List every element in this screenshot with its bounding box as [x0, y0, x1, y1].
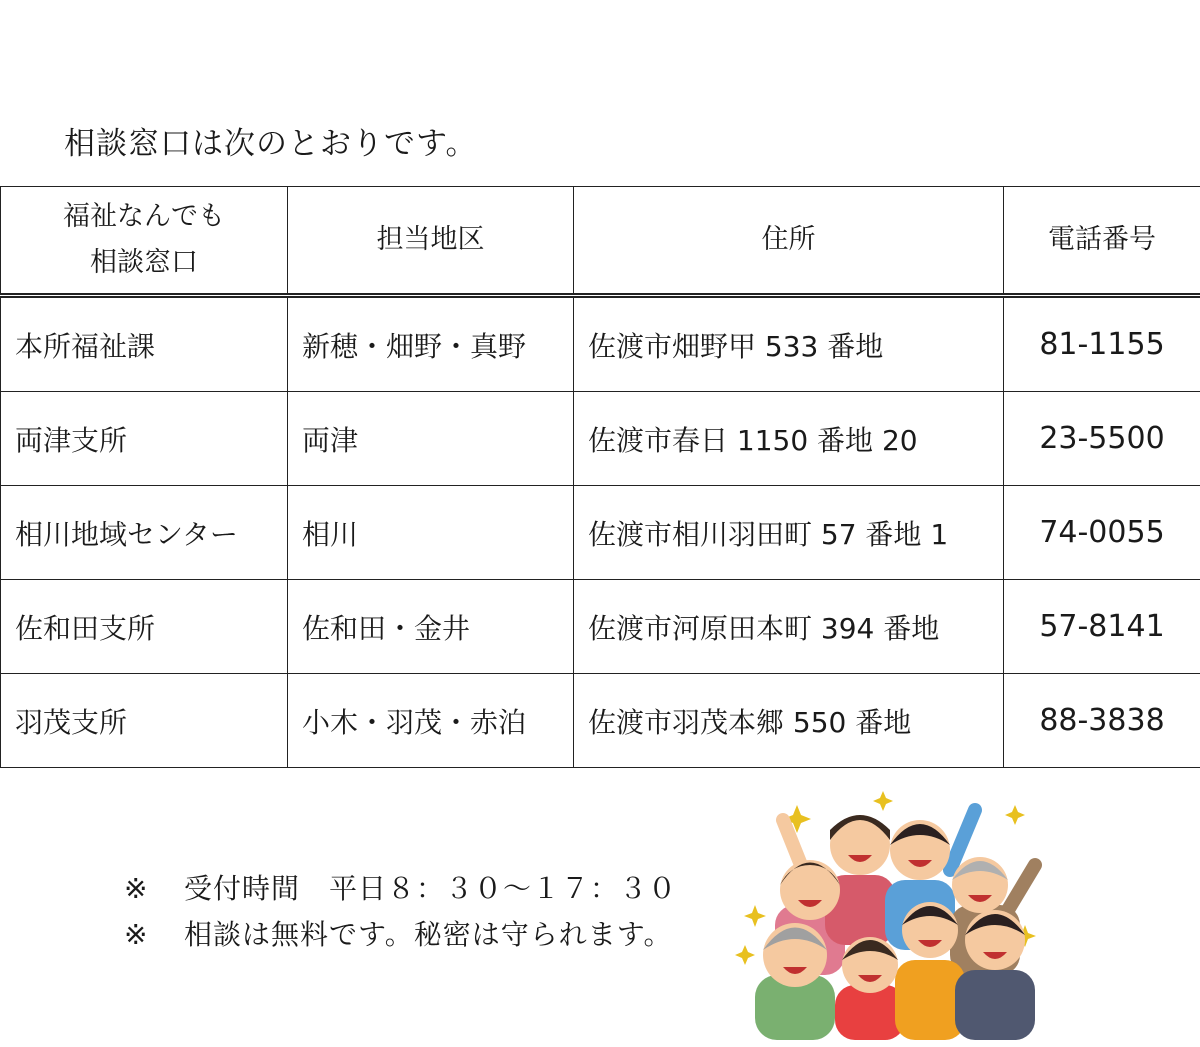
note-mark: ※ — [124, 918, 149, 951]
header-office — [1, 187, 288, 296]
table-row — [1, 580, 1200, 674]
note-free — [124, 912, 677, 958]
office-cell: 羽茂支所 — [1, 674, 288, 768]
address-cell: 佐渡市畑野甲 533 番地 — [574, 296, 1004, 392]
office-cell: 両津支所 — [1, 392, 288, 486]
area-cell: 両津 — [288, 392, 574, 486]
phone-cell: 23-5500 — [1004, 392, 1200, 486]
table-header-row — [1, 187, 1200, 296]
address-cell: 佐渡市春日 1150 番地 20 — [574, 392, 1004, 486]
note-text: 相談は無料です。秘密は守られます。 — [184, 918, 673, 951]
area-cell: 新穂・畑野・真野 — [288, 296, 574, 392]
office-cell: 佐和田支所 — [1, 580, 288, 674]
phone-cell: 81-1155 — [1004, 296, 1200, 392]
cheering-people-group-icon — [735, 785, 1045, 1040]
notes — [124, 866, 677, 958]
header-area: 担当地区 — [288, 187, 574, 296]
phone-cell: 57-8141 — [1004, 580, 1200, 674]
office-cell: 相川地域センター — [1, 486, 288, 580]
header-phone: 電話番号 — [1004, 187, 1200, 296]
header-address: 住所 — [574, 187, 1004, 296]
table-row — [1, 674, 1200, 768]
header-office-line1: 福祉なんでも — [63, 201, 225, 232]
area-cell: 小木・羽茂・赤泊 — [288, 674, 574, 768]
intro-text: 相談窓口は次のとおりです。 — [64, 126, 478, 162]
note-mark: ※ — [124, 872, 149, 905]
phone-cell: 74-0055 — [1004, 486, 1200, 580]
phone-cell: 88-3838 — [1004, 674, 1200, 768]
area-cell: 佐和田・金井 — [288, 580, 574, 674]
note-hours — [124, 866, 677, 912]
area-cell: 相川 — [288, 486, 574, 580]
address-cell: 佐渡市河原田本町 394 番地 — [574, 580, 1004, 674]
table-row — [1, 486, 1200, 580]
table-row — [1, 392, 1200, 486]
note-text: 受付時間 平日８：３０～１７：３０ — [184, 872, 678, 905]
address-cell: 佐渡市相川羽田町 57 番地 1 — [574, 486, 1004, 580]
consultation-table — [0, 186, 1200, 768]
header-office-line2: 相談窓口 — [90, 247, 198, 278]
office-cell: 本所福祉課 — [1, 296, 288, 392]
table-row — [1, 296, 1200, 392]
address-cell: 佐渡市羽茂本郷 550 番地 — [574, 674, 1004, 768]
